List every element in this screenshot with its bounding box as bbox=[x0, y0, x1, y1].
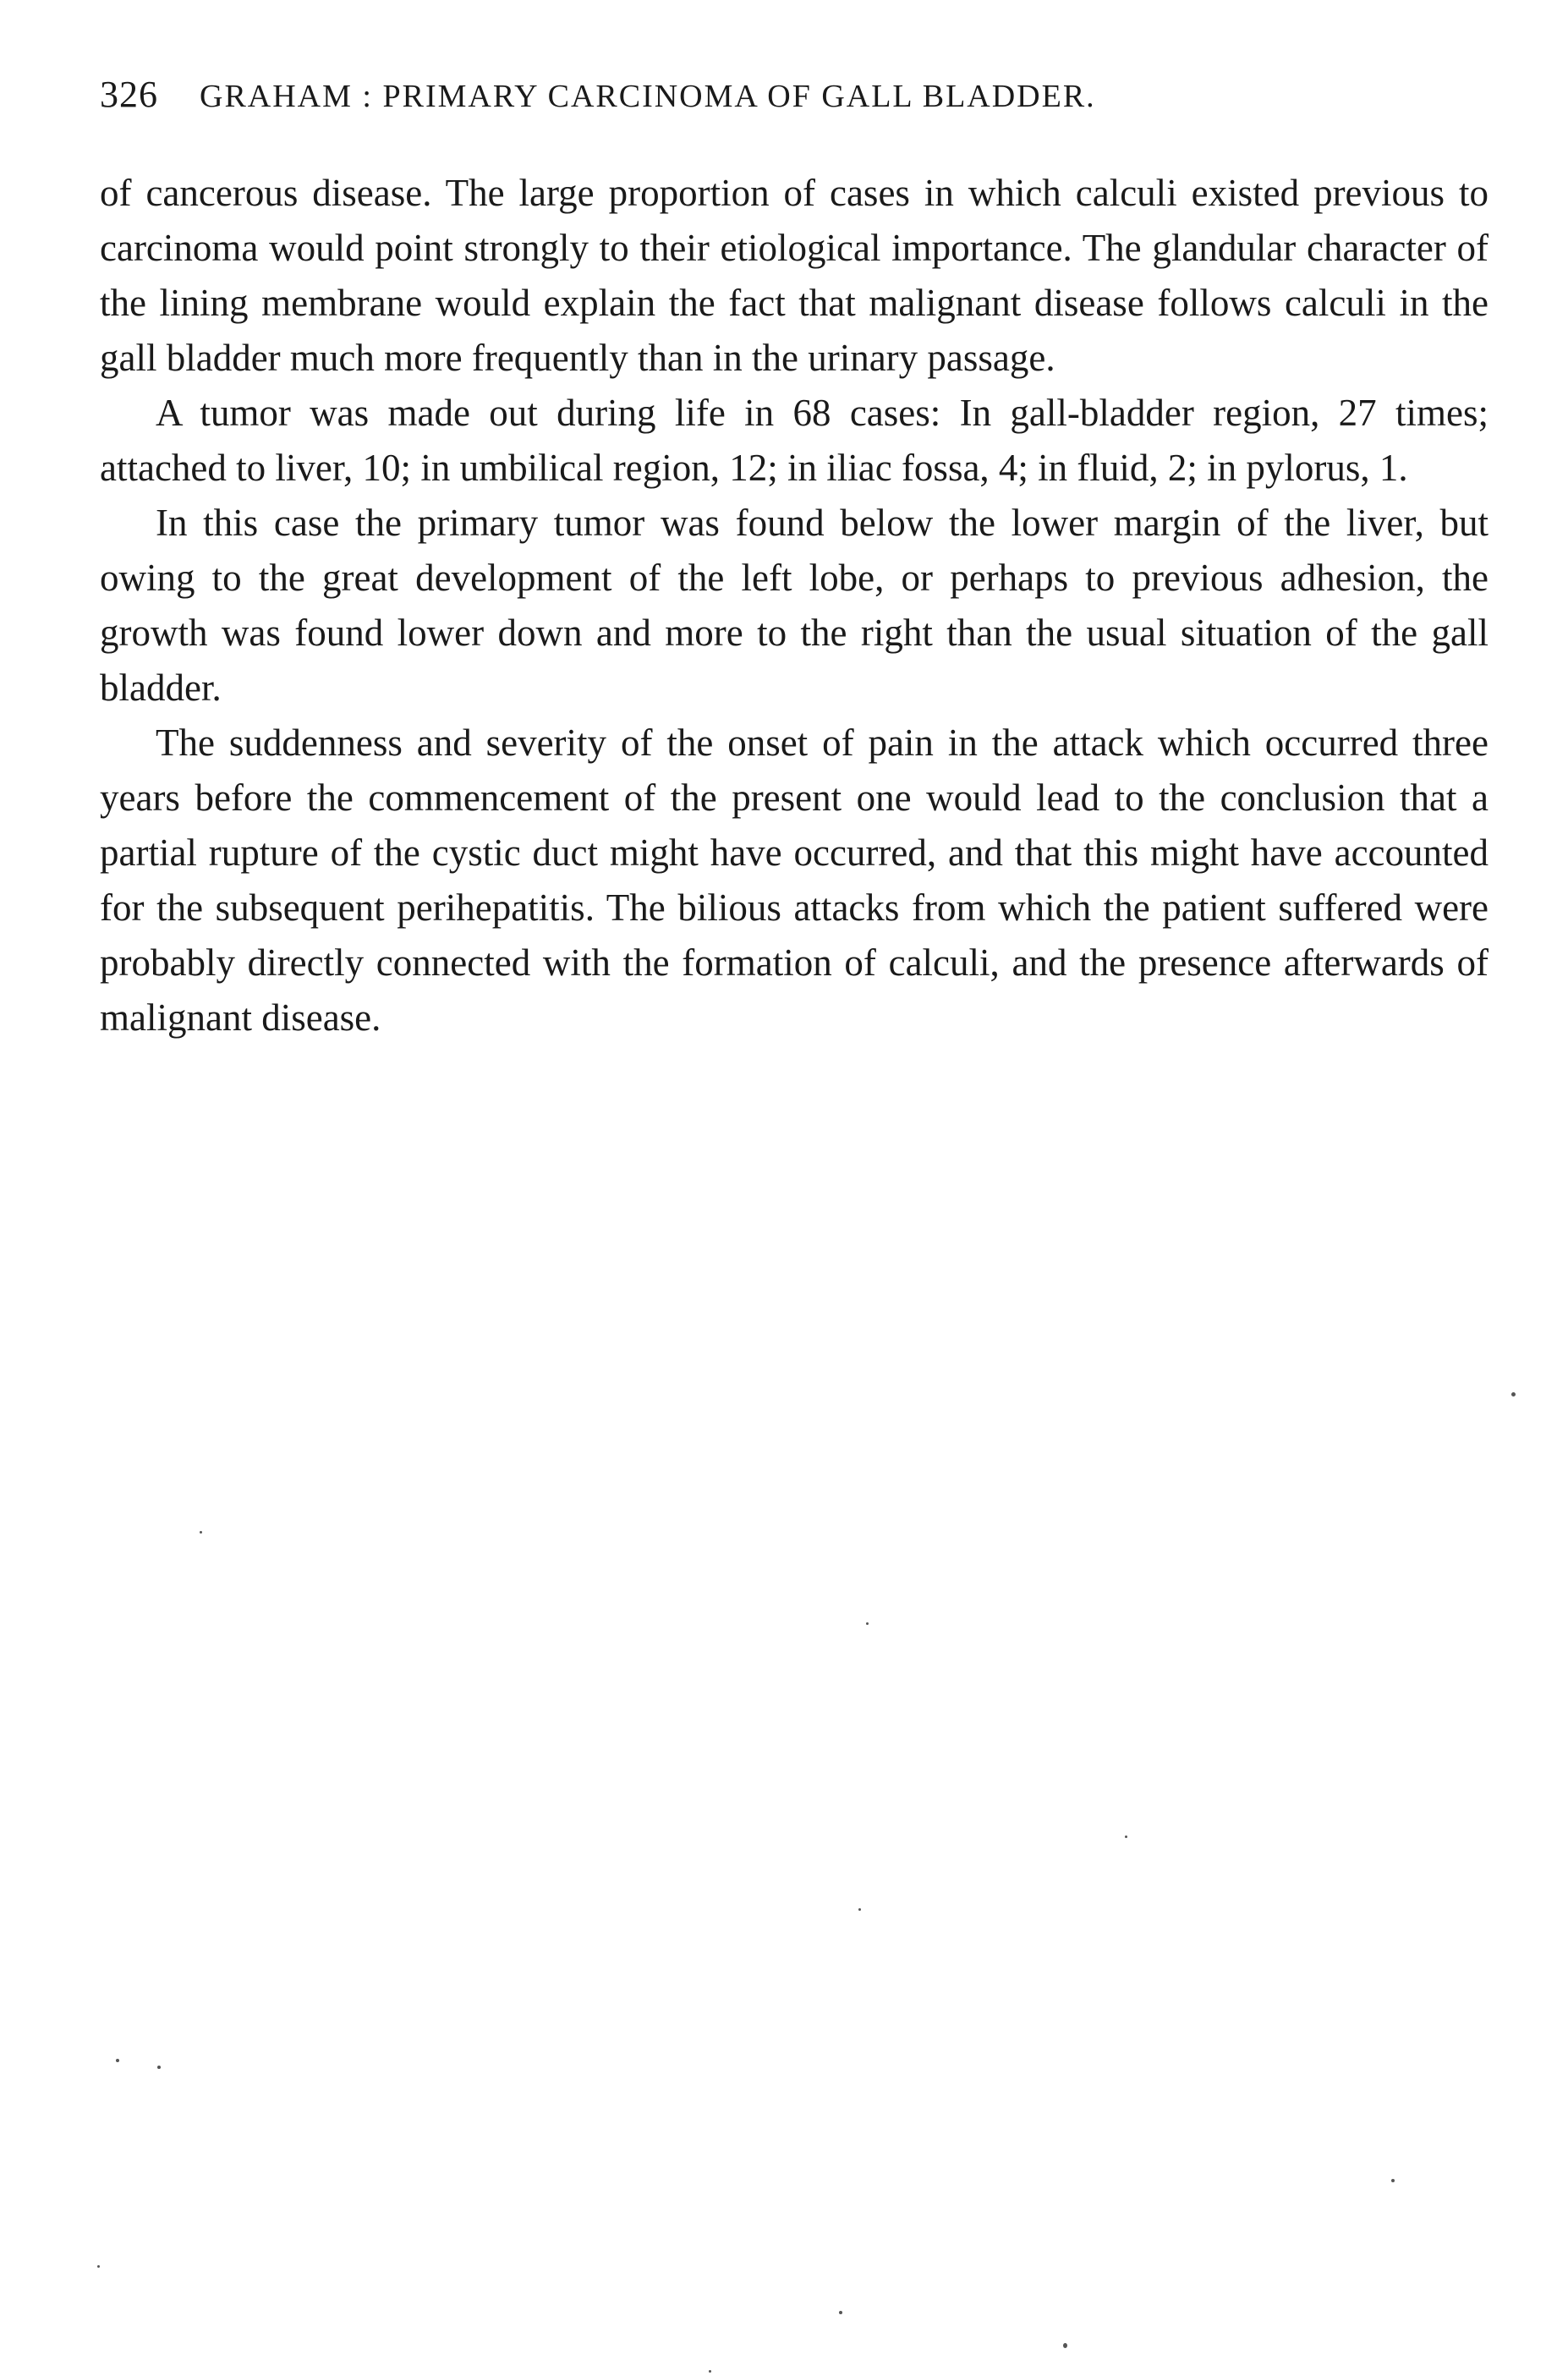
scan-speck bbox=[1125, 1836, 1127, 1838]
scan-speck bbox=[1391, 2179, 1395, 2182]
scan-speck bbox=[858, 1908, 861, 1911]
scan-speck bbox=[1511, 1392, 1516, 1397]
scan-speck bbox=[157, 2066, 161, 2069]
scan-speck bbox=[116, 2059, 119, 2062]
scan-speck bbox=[866, 1622, 869, 1625]
running-head bbox=[100, 74, 1487, 117]
body-text bbox=[100, 166, 1489, 1045]
page-number: 326 bbox=[100, 74, 158, 115]
scan-speck bbox=[1063, 2343, 1067, 2348]
scan-speck bbox=[839, 2311, 842, 2314]
paragraph-continuation: of cancerous disease. The large proportion of cases in which calculi existed previous to carcinoma would point strongly to their etiological importance. The glandular character of the lining membrane would explain the fact that malignant disease follows calculi in the gall bladder much more frequently than in the urinary passage. bbox=[100, 172, 1489, 379]
paragraph-this-case: In this case the primary tumor was found below the lower margin of the liver, but owing to the great development of the left lobe, or perhaps to previous adhesion, the growth was found lower down and more to the right than the usual situation of the gall bladder. bbox=[100, 502, 1489, 709]
scan-speck bbox=[709, 2370, 711, 2373]
scan-speck bbox=[200, 1531, 202, 1534]
paragraph-tumor-cases: A tumor was made out during life in 68 cases: In gall-bladder region, 27 times; attached to liver, 10; in umbilical region, 12; in iliac fossa, 4; in fluid, 2; in pylorus, 1. bbox=[100, 392, 1489, 489]
paragraph-onset-of-pain: The suddenness and severity of the onset of pain in the attack which occurred three years before the commencement of the present one would lead to the conclusion that a partial rupture of the cystic duct might have occurred, and that this might have accounted for the subsequent perihepatitis. The bilious attacks from which the patient suffered were probably directly connected with the formation of calculi, and the presence afterwards of malignant disease. bbox=[100, 722, 1489, 1039]
scan-speck bbox=[97, 2265, 100, 2268]
running-title: GRAHAM : PRIMARY CARCINOMA OF GALL BLADDER. bbox=[200, 79, 1096, 114]
